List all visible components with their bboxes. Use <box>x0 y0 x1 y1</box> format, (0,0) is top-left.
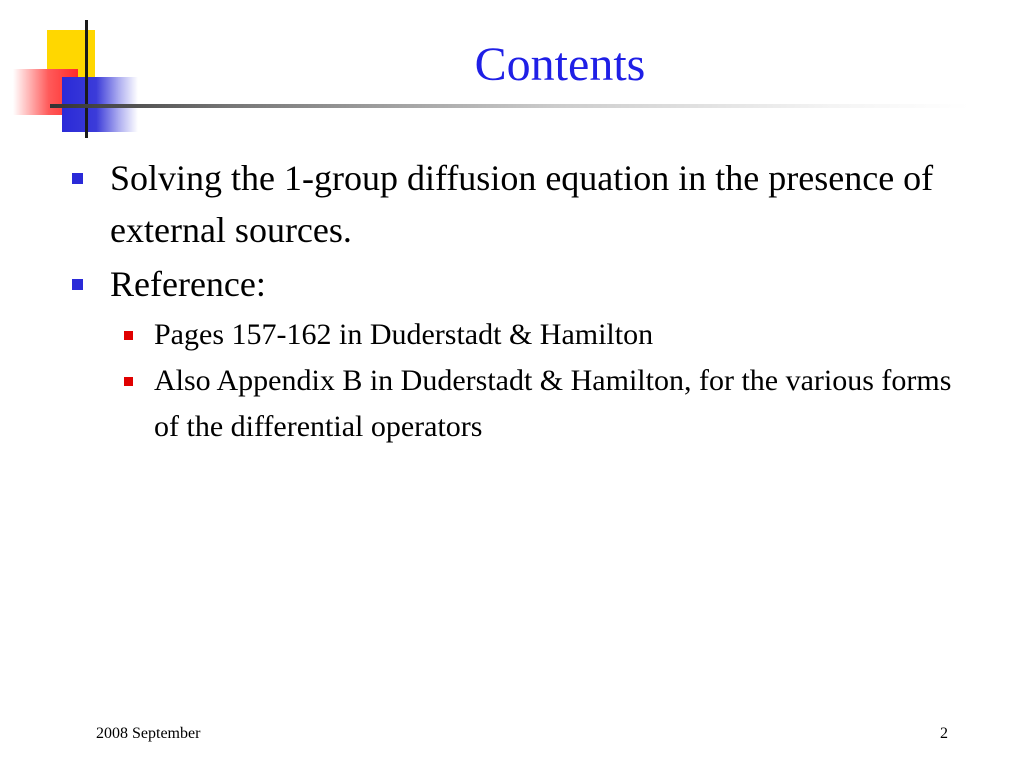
blue-square-bullet-icon <box>72 279 83 290</box>
red-square-bullet-icon <box>124 377 133 386</box>
red-square-bullet-icon <box>124 331 133 340</box>
vertical-rule <box>85 20 88 138</box>
sub-bullet-item-pages <box>124 312 972 358</box>
bullet-text: Solving the 1-group diffusion equation in the presence of external sources. <box>110 158 934 250</box>
title-underline-rule <box>50 104 970 108</box>
overlapping-squares-logo-icon <box>0 0 140 140</box>
footer-date: 2008 September <box>96 725 201 742</box>
sub-bullet-text: Pages 157-162 in Duderstadt & Hamilton <box>154 318 654 351</box>
sub-bullet-item-appendix <box>124 358 972 450</box>
bullet-text: Reference: <box>110 264 266 304</box>
slide-title: Contents <box>474 38 646 91</box>
slide-body <box>72 152 972 450</box>
sub-bullet-text: Also Appendix B in Duderstadt & Hamilton, for the various forms of the differential operators <box>154 364 952 443</box>
bullet-item-solving <box>72 152 972 256</box>
bullet-item-reference <box>72 258 972 310</box>
footer-page-number: 2 <box>940 725 948 742</box>
blue-square-bullet-icon <box>72 173 83 184</box>
